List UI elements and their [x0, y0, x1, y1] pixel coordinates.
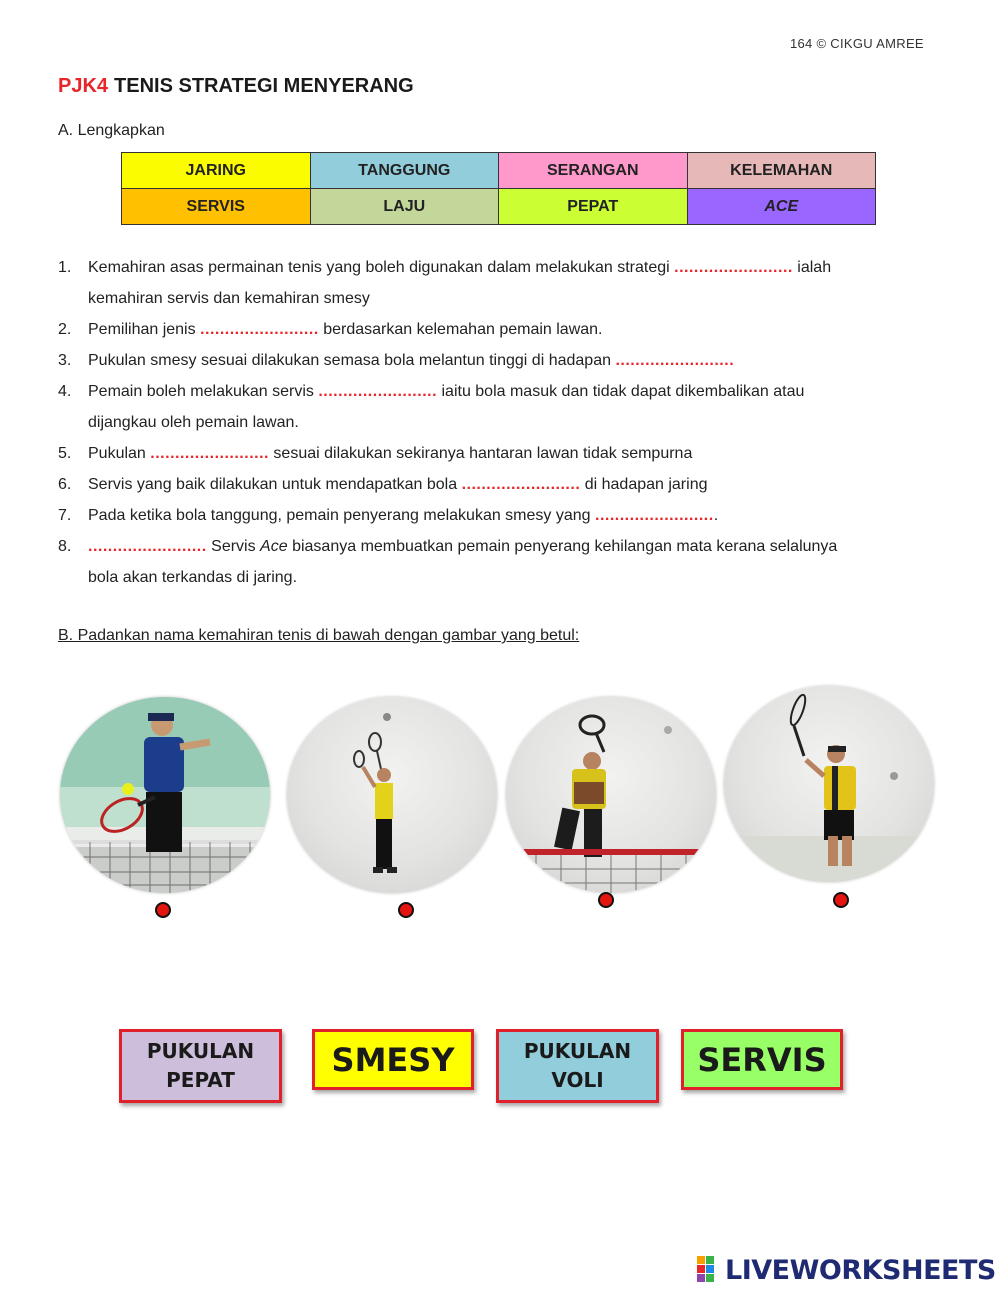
photo-serve-player: [287, 697, 497, 893]
question-item: [58, 438, 938, 469]
question-text-before: Pukulan: [88, 445, 146, 462]
question-text: [88, 500, 938, 531]
question-number: 2.: [58, 321, 72, 338]
question-text-after: iaitu bola masuk dan tidak dapat dikembalikan atau: [441, 383, 805, 400]
question-text-after: berdasarkan kelemahan pemain lawan.: [323, 321, 603, 338]
word-bank-cell-laju: LAJU: [310, 189, 499, 225]
question-text-after: sesuai dilakukan sekiranya hantaran lawan tidak sempurna: [273, 445, 693, 462]
question-text-after: di hadapan jaring: [584, 476, 708, 493]
question-item: [58, 252, 938, 314]
card-pukulan-voli-line1: PUKULAN: [523, 1039, 632, 1063]
question-text: [88, 438, 938, 469]
word-bank-row: [122, 189, 876, 225]
question-number: 6.: [58, 476, 72, 493]
question-text: [88, 531, 938, 593]
word-bank-cell-kelemahan: KELEMAHAN: [687, 153, 876, 189]
question-number: 8.: [58, 538, 72, 555]
question-text-after: .: [713, 507, 719, 524]
match-dot-4[interactable]: [833, 892, 849, 908]
question-text-after: Servis: [211, 538, 256, 555]
card-pukulan-voli[interactable]: [496, 1029, 659, 1103]
match-dot-1[interactable]: [155, 902, 171, 918]
brand-name: LIVEWORKSHEETS: [725, 1254, 996, 1286]
word-bank-table: [121, 152, 876, 225]
question-number: 4.: [58, 383, 72, 400]
question-number: 7.: [58, 507, 72, 524]
answer-blank[interactable]: ........................: [150, 445, 269, 462]
word-bank-cell-tanggung: TANGGUNG: [310, 153, 499, 189]
question-text-before: Pemilihan jenis: [88, 321, 196, 338]
answer-blank[interactable]: ........................: [318, 383, 438, 400]
question-text-before: Pemain boleh melakukan servis: [88, 383, 314, 400]
photo-smash-player: [506, 697, 716, 893]
word-bank-cell-ace: ACE: [687, 189, 876, 225]
word-bank-cell-serangan: SERANGAN: [499, 153, 688, 189]
question-list: [58, 252, 938, 593]
card-pukulan-voli-line2: VOLI: [551, 1068, 604, 1092]
card-smesy-label: SMESY: [331, 1040, 455, 1079]
question-text-after: ialah: [797, 259, 832, 276]
question-text-italic: Ace: [260, 538, 288, 555]
question-text-after2: biasanya membuatkan pemain penyerang kehilangan mata kerana selalunya: [292, 538, 838, 555]
word-bank-cell-servis: SERVIS: [122, 189, 311, 225]
card-smesy[interactable]: [312, 1029, 474, 1090]
answer-blank[interactable]: ........................: [200, 321, 319, 338]
question-item: [58, 531, 938, 593]
section-a-heading: A. Lengkapkan: [58, 122, 165, 139]
page-copyright: 164 © CIKGU AMREE: [790, 36, 924, 51]
answer-blank[interactable]: ........................: [595, 507, 714, 524]
answer-blank[interactable]: ........................: [88, 538, 207, 555]
question-number: 3.: [58, 352, 72, 369]
question-text-continued: kemahiran servis dan kemahiran smesy: [88, 290, 370, 307]
question-text: [88, 345, 938, 376]
question-item: [58, 376, 938, 438]
word-bank-cell-pepat: PEPAT: [499, 189, 688, 225]
word-bank-row: [122, 153, 876, 189]
answer-blank[interactable]: ........................: [615, 352, 735, 369]
tennis-photo-2-image: [287, 697, 497, 893]
question-number: 5.: [58, 445, 72, 462]
question-text: [88, 252, 938, 314]
card-pukulan-pepat-line1: PUKULAN: [146, 1039, 255, 1063]
question-text-continued: dijangkau oleh pemain lawan.: [88, 414, 299, 431]
question-item: [58, 469, 938, 500]
match-dot-2[interactable]: [398, 902, 414, 918]
card-servis-label: SERVIS: [697, 1040, 827, 1079]
question-text-before: Pada ketika bola tanggung, pemain penyerang melakukan smesy yang: [88, 507, 591, 524]
question-text: [88, 469, 938, 500]
question-text: [88, 314, 938, 345]
photo-backswing-player: [724, 686, 934, 882]
liveworksheets-brand[interactable]: [697, 1252, 997, 1288]
question-number: 1.: [58, 259, 72, 276]
question-text-before: Pukulan smesy sesuai dilakukan semasa bola melantun tinggi di hadapan: [88, 352, 611, 369]
question-text-continued: bola akan terkandas di jaring.: [88, 569, 298, 586]
question-text: [88, 376, 938, 438]
question-item: [58, 500, 938, 531]
tennis-photo-3-image: [506, 697, 716, 893]
question-item: [58, 345, 938, 376]
tennis-photo-4-image: [724, 686, 934, 882]
match-dot-3[interactable]: [598, 892, 614, 908]
card-pukulan-pepat-line2: PEPAT: [166, 1068, 235, 1092]
title-text: TENIS STRATEGI MENYERANG: [114, 75, 414, 97]
word-bank-cell-jaring: JARING: [122, 153, 311, 189]
question-text-before: Servis yang baik dilakukan untuk mendapatkan bola: [88, 476, 458, 493]
page-title: [58, 75, 414, 98]
answer-blank[interactable]: ........................: [461, 476, 581, 493]
question-item: [58, 314, 938, 345]
liveworksheets-logo-icon: [697, 1256, 723, 1284]
card-pukulan-pepat[interactable]: [119, 1029, 282, 1103]
subject-code: PJK4: [58, 75, 109, 97]
tennis-photo-1-image: [60, 697, 270, 893]
section-b-heading: B. Padankan nama kemahiran tenis di bawah dengan gambar yang betul:: [58, 627, 580, 644]
answer-blank[interactable]: ........................: [674, 259, 793, 276]
question-text-before: Kemahiran asas permainan tenis yang boleh digunakan dalam melakukan strategi: [88, 259, 670, 276]
photo-volley-player: [60, 697, 270, 893]
card-servis[interactable]: [681, 1029, 843, 1090]
